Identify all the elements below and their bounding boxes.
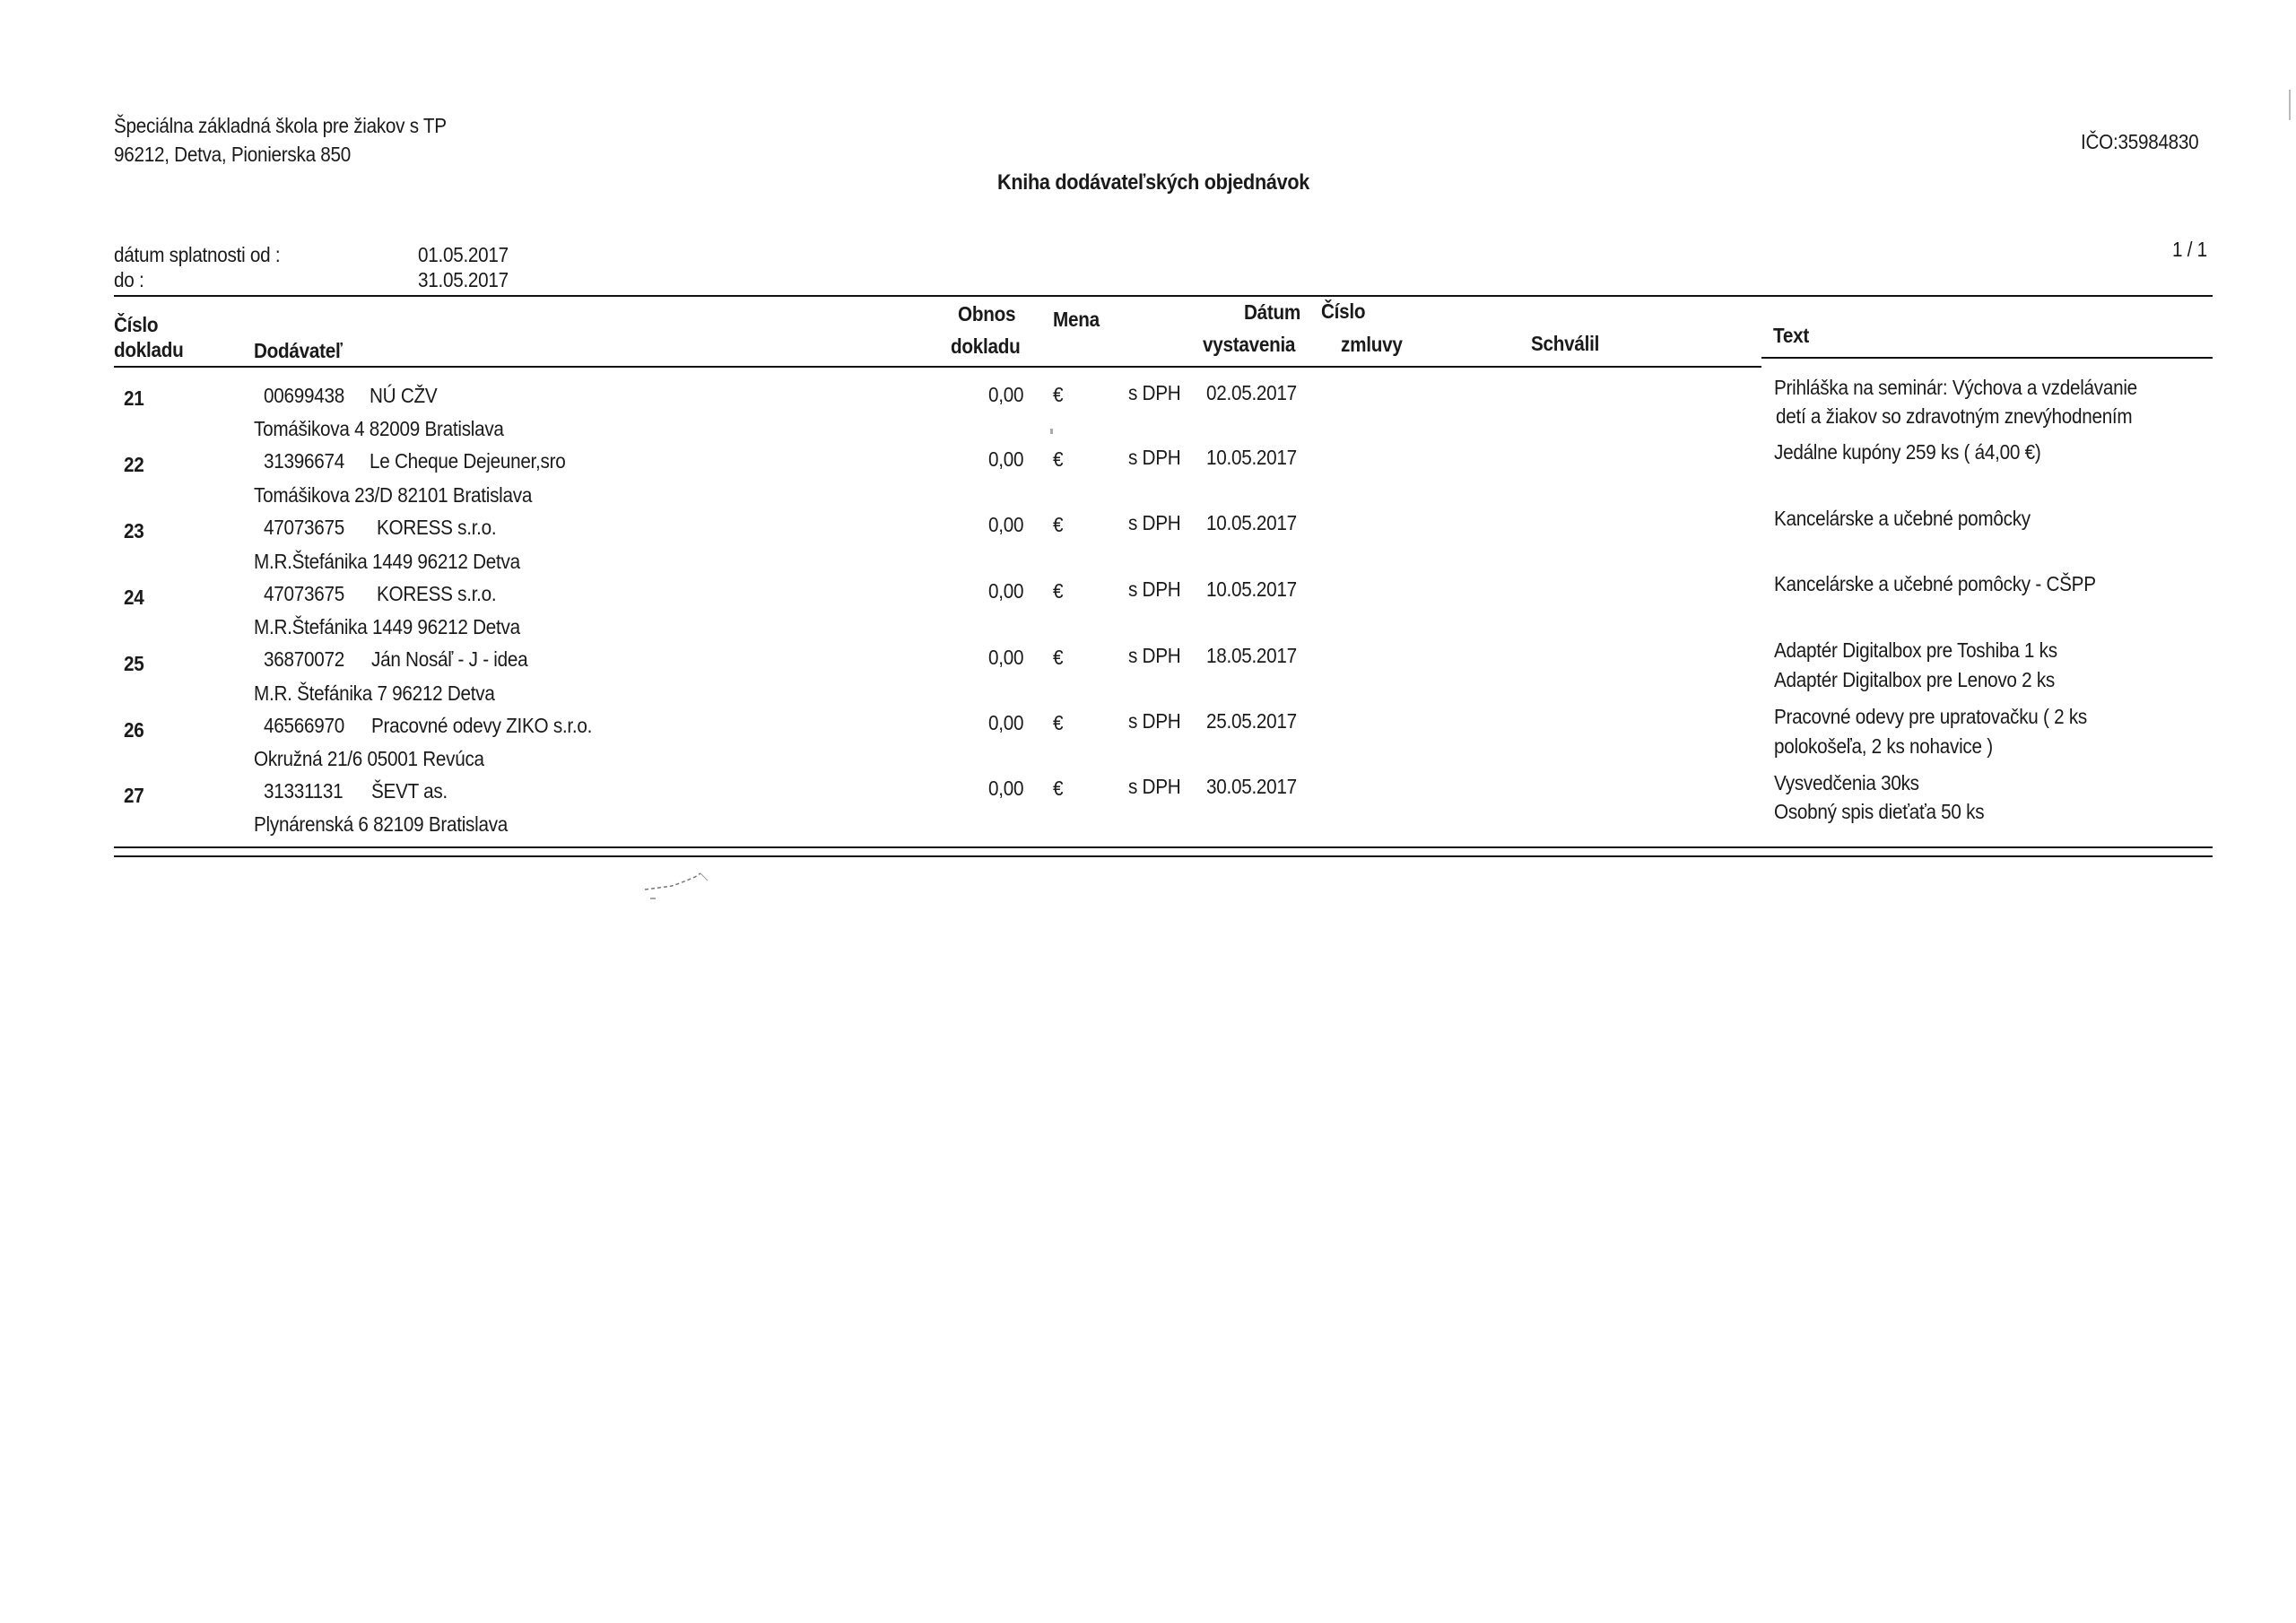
row-text-line1: Vysvedčenia 30ks	[1774, 771, 1919, 794]
row-vat: s DPH	[1128, 511, 1181, 534]
row-text-line2: Adaptér Digitalbox pre Lenovo 2 ks	[1774, 668, 2056, 691]
row-text-line2: Osobný spis dieťaťa 50 ks	[1774, 800, 1985, 823]
row-amount: 0,00	[988, 777, 1024, 800]
row-supplier-id: 47073675	[264, 516, 344, 539]
row-amount: 0,00	[988, 447, 1024, 471]
column-header-supplier: Dodávateľ	[254, 339, 343, 362]
row-date: 10.05.2017	[1206, 511, 1297, 534]
school-address: 96212, Detva, Pionierska 850	[114, 143, 352, 166]
row-doc-number: 23	[124, 519, 144, 542]
row-date: 30.05.2017	[1206, 775, 1297, 798]
row-supplier-name: NÚ CŽV	[370, 384, 438, 407]
row-supplier-id: 46566970	[264, 714, 344, 737]
row-text-line1: Adaptér Digitalbox pre Toshiba 1 ks	[1774, 638, 2057, 662]
row-supplier-id: 47073675	[264, 582, 344, 605]
column-header-number-line1: Číslo	[114, 313, 159, 336]
row-vat: s DPH	[1128, 709, 1181, 733]
row-supplier-id: 00699438	[264, 384, 344, 407]
row-text-line1: Jedálne kupóny 259 ks ( á4,00 €)	[1774, 440, 2041, 464]
row-date: 10.05.2017	[1206, 446, 1297, 469]
row-supplier-address: Okružná 21/6 05001 Revúca	[254, 747, 484, 770]
row-supplier-name: KORESS s.r.o.	[377, 516, 497, 539]
row-text-line1: Prihláška na seminár: Výchova a vzdelávanie	[1774, 376, 2137, 399]
column-header-currency: Mena	[1053, 308, 1100, 331]
document-title: Kniha dodávateľských objednávok	[997, 170, 1310, 195]
school-name: Špeciálna základná škola pre žiakov s TP	[114, 114, 447, 137]
column-header-approved: Schválil	[1531, 332, 1600, 355]
row-vat: s DPH	[1128, 644, 1181, 667]
row-supplier-address: Plynárenská 6 82109 Bratislava	[254, 812, 509, 836]
row-currency: €	[1053, 646, 1064, 669]
row-vat: s DPH	[1128, 775, 1181, 798]
column-header-text: Text	[1773, 324, 1809, 347]
row-supplier-name: Ján Nosáľ - J - idea	[371, 647, 528, 671]
row-supplier-address: Tomášikova 4 82009 Bratislava	[254, 417, 504, 440]
row-text-line1: Kancelárske a učebné pomôcky - CŠPP	[1774, 572, 2096, 595]
row-currency: €	[1053, 579, 1064, 603]
row-amount: 0,00	[988, 646, 1024, 669]
row-date: 25.05.2017	[1206, 709, 1297, 733]
row-doc-number: 24	[124, 586, 144, 609]
date-to-value: 31.05.2017	[418, 268, 509, 291]
row-currency: €	[1053, 711, 1064, 734]
row-supplier-name: Le Cheque Dejeuner,sro	[370, 449, 566, 473]
row-text-line1: Kancelárske a učebné pomôcky	[1774, 507, 2031, 530]
column-header-amount-line1: Obnos	[958, 302, 1016, 325]
row-currency: €	[1053, 777, 1064, 800]
scan-edge-mark	[2289, 90, 2291, 120]
column-header-date-line2: vystavenia	[1203, 333, 1296, 356]
row-doc-number: 27	[124, 784, 144, 807]
date-from-value: 01.05.2017	[418, 243, 509, 266]
row-amount: 0,00	[988, 579, 1024, 603]
row-doc-number: 26	[124, 718, 144, 742]
row-supplier-id: 31396674	[264, 449, 344, 473]
row-supplier-address: M.R. Štefánika 7 96212 Detva	[254, 681, 495, 705]
row-date: 18.05.2017	[1206, 644, 1297, 667]
header-top-rule	[114, 295, 2213, 297]
row-currency: €	[1053, 383, 1064, 406]
table-bottom-rule-double	[114, 855, 2213, 857]
row-text-line2: polokošeľa, 2 ks nohavice )	[1774, 734, 1993, 758]
row-date: 10.05.2017	[1206, 577, 1297, 601]
ico-number: IČO:35984830	[2081, 130, 2199, 153]
row-supplier-address: Tomášikova 23/D 82101 Bratislava	[254, 483, 533, 507]
row-text-line2: detí a žiakov so zdravotným znevýhodnením	[1776, 404, 2133, 428]
row-currency: €	[1053, 447, 1064, 471]
scan-speck	[1050, 429, 1053, 434]
row-supplier-address: M.R.Štefánika 1449 96212 Detva	[254, 615, 520, 638]
row-doc-number: 22	[124, 453, 144, 476]
row-vat: s DPH	[1128, 381, 1181, 404]
row-vat: s DPH	[1128, 446, 1181, 469]
row-amount: 0,00	[988, 383, 1024, 406]
row-supplier-id: 31331131	[264, 779, 344, 803]
header-bottom-rule-right	[1761, 357, 2213, 359]
row-date: 02.05.2017	[1206, 381, 1297, 404]
date-from-label: dátum splatnosti od :	[114, 243, 281, 266]
table-bottom-rule	[114, 846, 2213, 848]
row-supplier-name: Pracovné odevy ZIKO s.r.o.	[371, 714, 593, 737]
row-supplier-address: M.R.Štefánika 1449 96212 Detva	[254, 550, 520, 573]
column-header-contract-line1: Číslo	[1321, 299, 1366, 323]
row-vat: s DPH	[1128, 577, 1181, 601]
column-header-date-line1: Dátum	[1244, 300, 1301, 324]
row-supplier-name: ŠEVT as.	[371, 779, 448, 803]
row-amount: 0,00	[988, 513, 1024, 536]
date-to-label: do :	[114, 268, 144, 291]
column-header-amount-line2: dokladu	[951, 334, 1021, 358]
row-currency: €	[1053, 513, 1064, 536]
row-text-line1: Pracovné odevy pre upratovačku ( 2 ks	[1774, 705, 2088, 728]
row-supplier-id: 36870072	[264, 647, 344, 671]
column-header-number-line2: dokladu	[114, 338, 184, 361]
row-amount: 0,00	[988, 711, 1024, 734]
column-header-contract-line2: zmluvy	[1341, 333, 1403, 356]
pen-mark-icon	[641, 868, 722, 904]
row-doc-number: 25	[124, 652, 144, 675]
header-bottom-rule-left	[114, 366, 1761, 368]
row-doc-number: 21	[124, 386, 144, 410]
page-number: 1 / 1	[2172, 238, 2207, 261]
row-supplier-name: KORESS s.r.o.	[377, 582, 497, 605]
